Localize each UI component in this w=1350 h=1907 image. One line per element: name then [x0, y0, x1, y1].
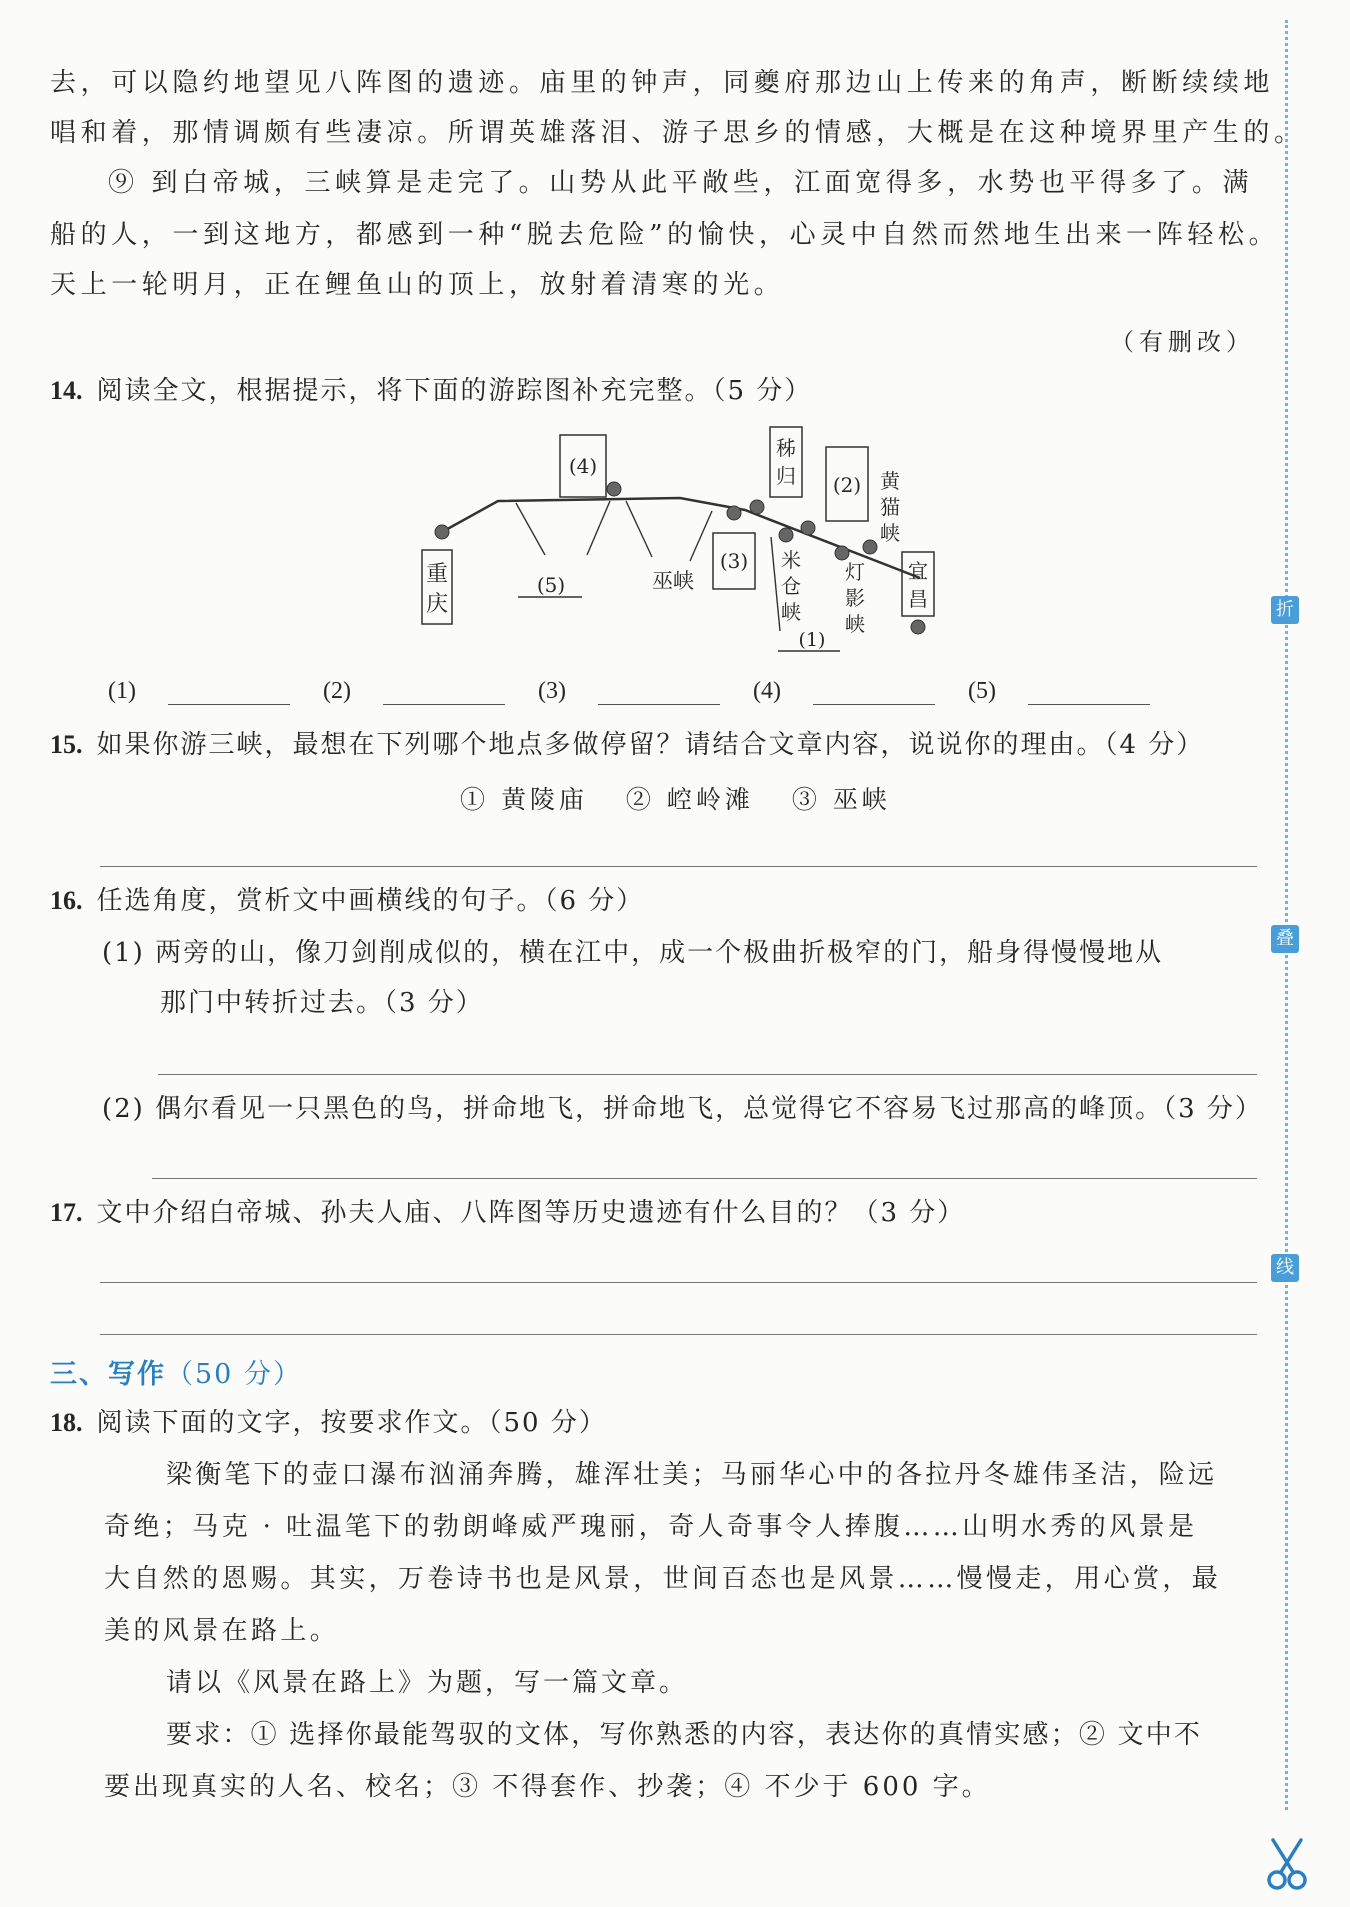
prompt-line: 请以《风景在路上》为题，写一篇文章。 [166, 1668, 689, 1698]
edit-note: （有删改） [1110, 328, 1255, 356]
migangxia-label: 米 [781, 548, 801, 572]
yichang-label: 宜 [908, 559, 928, 583]
passage-line: ⑨ 到白帝城，三峡算是走完了。山势从此平敞些，江面宽得多，水势也平得多了。满 [108, 168, 1254, 198]
question-number: 17. [50, 1198, 83, 1227]
question-number: 18. [50, 1408, 83, 1437]
question-18 [50, 1406, 607, 1440]
question-number: 15. [50, 730, 83, 759]
point-dengyingxia [835, 546, 849, 560]
huangmaoxia-label: 猫 [880, 495, 900, 519]
cut-tab: 线 [1271, 1254, 1299, 1282]
prompt-line: 梁衡笔下的壶口瀑布汹涌奔腾，雄浑壮美；马丽华心中的各拉丹冬雄伟圣洁，险远 [166, 1460, 1218, 1490]
choice-item: ③ 巫峡 [791, 785, 891, 814]
answer-line[interactable] [100, 866, 1257, 867]
question-text: 阅读下面的文字，按要求作文。（50 分） [96, 1408, 607, 1438]
fill-1: (1) [108, 676, 290, 705]
point-2 [801, 521, 815, 535]
zigui-label: 归 [776, 464, 796, 488]
section-heading: 三、写作（50 分） [50, 1359, 302, 1390]
choice-item: ① 黄陵庙 [460, 785, 588, 814]
dengyingxia-label: 灯 [845, 560, 865, 584]
zigui-label: 秭 [776, 436, 796, 460]
point-migangxia [779, 528, 793, 542]
huangmaoxia-label: 黄 [880, 469, 900, 493]
point-3 [727, 506, 741, 520]
huangmaoxia-label: 峡 [880, 521, 900, 545]
answer-line[interactable] [100, 1334, 1257, 1335]
blank-label-4: (4) [568, 454, 598, 478]
chongqing-label: 庆 [425, 592, 449, 617]
answer-blank[interactable] [383, 678, 505, 705]
choice-item: ② 崆岭滩 [625, 785, 754, 814]
cut-tab: 叠 [1271, 925, 1299, 953]
route-diagram [400, 415, 960, 665]
dengyingxia-label: 峡 [845, 612, 865, 636]
question-text: 如果你游三峡，最想在下列哪个地点多做停留？请结合文章内容，说说你的理由。（4 分） [96, 730, 1205, 760]
yichang-label: 昌 [908, 587, 928, 611]
passage-line: 唱和着，那情调颇有些凄凉。所谓英雄落泪、游子思乡的情感，大概是在这种境界里产生的。 [50, 118, 1305, 148]
answer-line[interactable] [152, 1178, 1257, 1179]
migangxia-label: 峡 [781, 600, 801, 624]
prompt-line: 要求：① 选择你最能驾驭的文体，写你熟悉的内容，表达你的真情实感；② 文中不 [166, 1720, 1203, 1750]
sub-question-1: (1) 两旁的山，像刀剑削成似的，横在江中，成一个极曲折极窄的门，船身得慢慢地从 [102, 938, 1164, 968]
question-16 [50, 884, 644, 918]
cut-tab: 折 [1271, 596, 1299, 624]
blank-label-1: (1) [798, 629, 826, 651]
question-text: 阅读全文，根据提示，将下面的游踪图补充完整。（5 分） [96, 376, 813, 406]
blank-label-5: (5) [536, 573, 566, 597]
blank-label-3: (3) [719, 549, 749, 573]
question-text: 文中介绍白帝城、孙夫人庙、八阵图等历史遗迹有什么目的？（3 分） [96, 1198, 966, 1228]
passage-line: 天上一轮明月，正在鲤鱼山的顶上，放射着清寒的光。 [50, 270, 785, 300]
answer-blank[interactable] [168, 678, 290, 705]
question-number: 16. [50, 886, 83, 915]
question-14 [50, 374, 812, 408]
choice-list [460, 780, 917, 816]
answer-blank[interactable] [813, 678, 935, 705]
dengyingxia-label: 影 [845, 586, 865, 610]
scissors-icon [1263, 1836, 1311, 1892]
question-number: 14. [50, 376, 83, 405]
point-zigui [750, 500, 764, 514]
prompt-line: 美的风景在路上。 [104, 1616, 340, 1646]
answer-blank[interactable] [1028, 678, 1150, 705]
chongqing-label: 重 [425, 562, 449, 587]
question-text: 任选角度，赏析文中画横线的句子。（6 分） [96, 886, 645, 916]
answer-line[interactable] [100, 1282, 1257, 1283]
blank-label-2: (2) [832, 473, 862, 497]
point-4 [607, 482, 621, 496]
sub-question-2: (2) 偶尔看见一只黑色的鸟，拼命地飞，拼命地飞，总觉得它不容易飞过那高的峰顶。（3 分） [102, 1094, 1263, 1124]
point-1 [911, 620, 925, 634]
migangxia-label: 仓 [781, 574, 801, 598]
fill-4: (4) [753, 676, 935, 705]
question-15 [50, 728, 1204, 762]
cut-line [1285, 20, 1288, 1810]
passage-line: 去，可以隐约地望见八阵图的遗迹。庙里的钟声，同夔府那边山上传来的角声，断断续续地 [50, 68, 1275, 98]
wuxia-label: 巫峡 [652, 569, 694, 593]
passage-line: 船的人，一到这地方，都感到一种“脱去危险”的愉快，心灵中自然而然地生出来一阵轻松。 [50, 220, 1280, 250]
prompt-line: 要出现真实的人名、校名；③ 不得套作、抄袭；④ 不少于 600 字。 [104, 1772, 991, 1802]
fill-5: (5) [968, 676, 1150, 705]
prompt-line: 奇绝；马克 · 吐温笔下的勃朗峰威严瑰丽，奇人奇事令人捧腹……山明水秀的风景是 [104, 1512, 1198, 1542]
fill-2: (2) [323, 676, 505, 705]
point-huangmaoxia [863, 540, 877, 554]
prompt-line: 大自然的恩赐。其实，万卷诗书也是风景，世间百态也是风景……慢慢走，用心赏，最 [104, 1564, 1222, 1594]
point-chongqing [435, 525, 449, 539]
sub-question-1-cont: 那门中转折过去。（3 分） [160, 988, 484, 1018]
answer-blank[interactable] [598, 678, 720, 705]
question-17 [50, 1196, 965, 1230]
answer-line[interactable] [158, 1074, 1257, 1075]
fill-3: (3) [538, 676, 720, 705]
